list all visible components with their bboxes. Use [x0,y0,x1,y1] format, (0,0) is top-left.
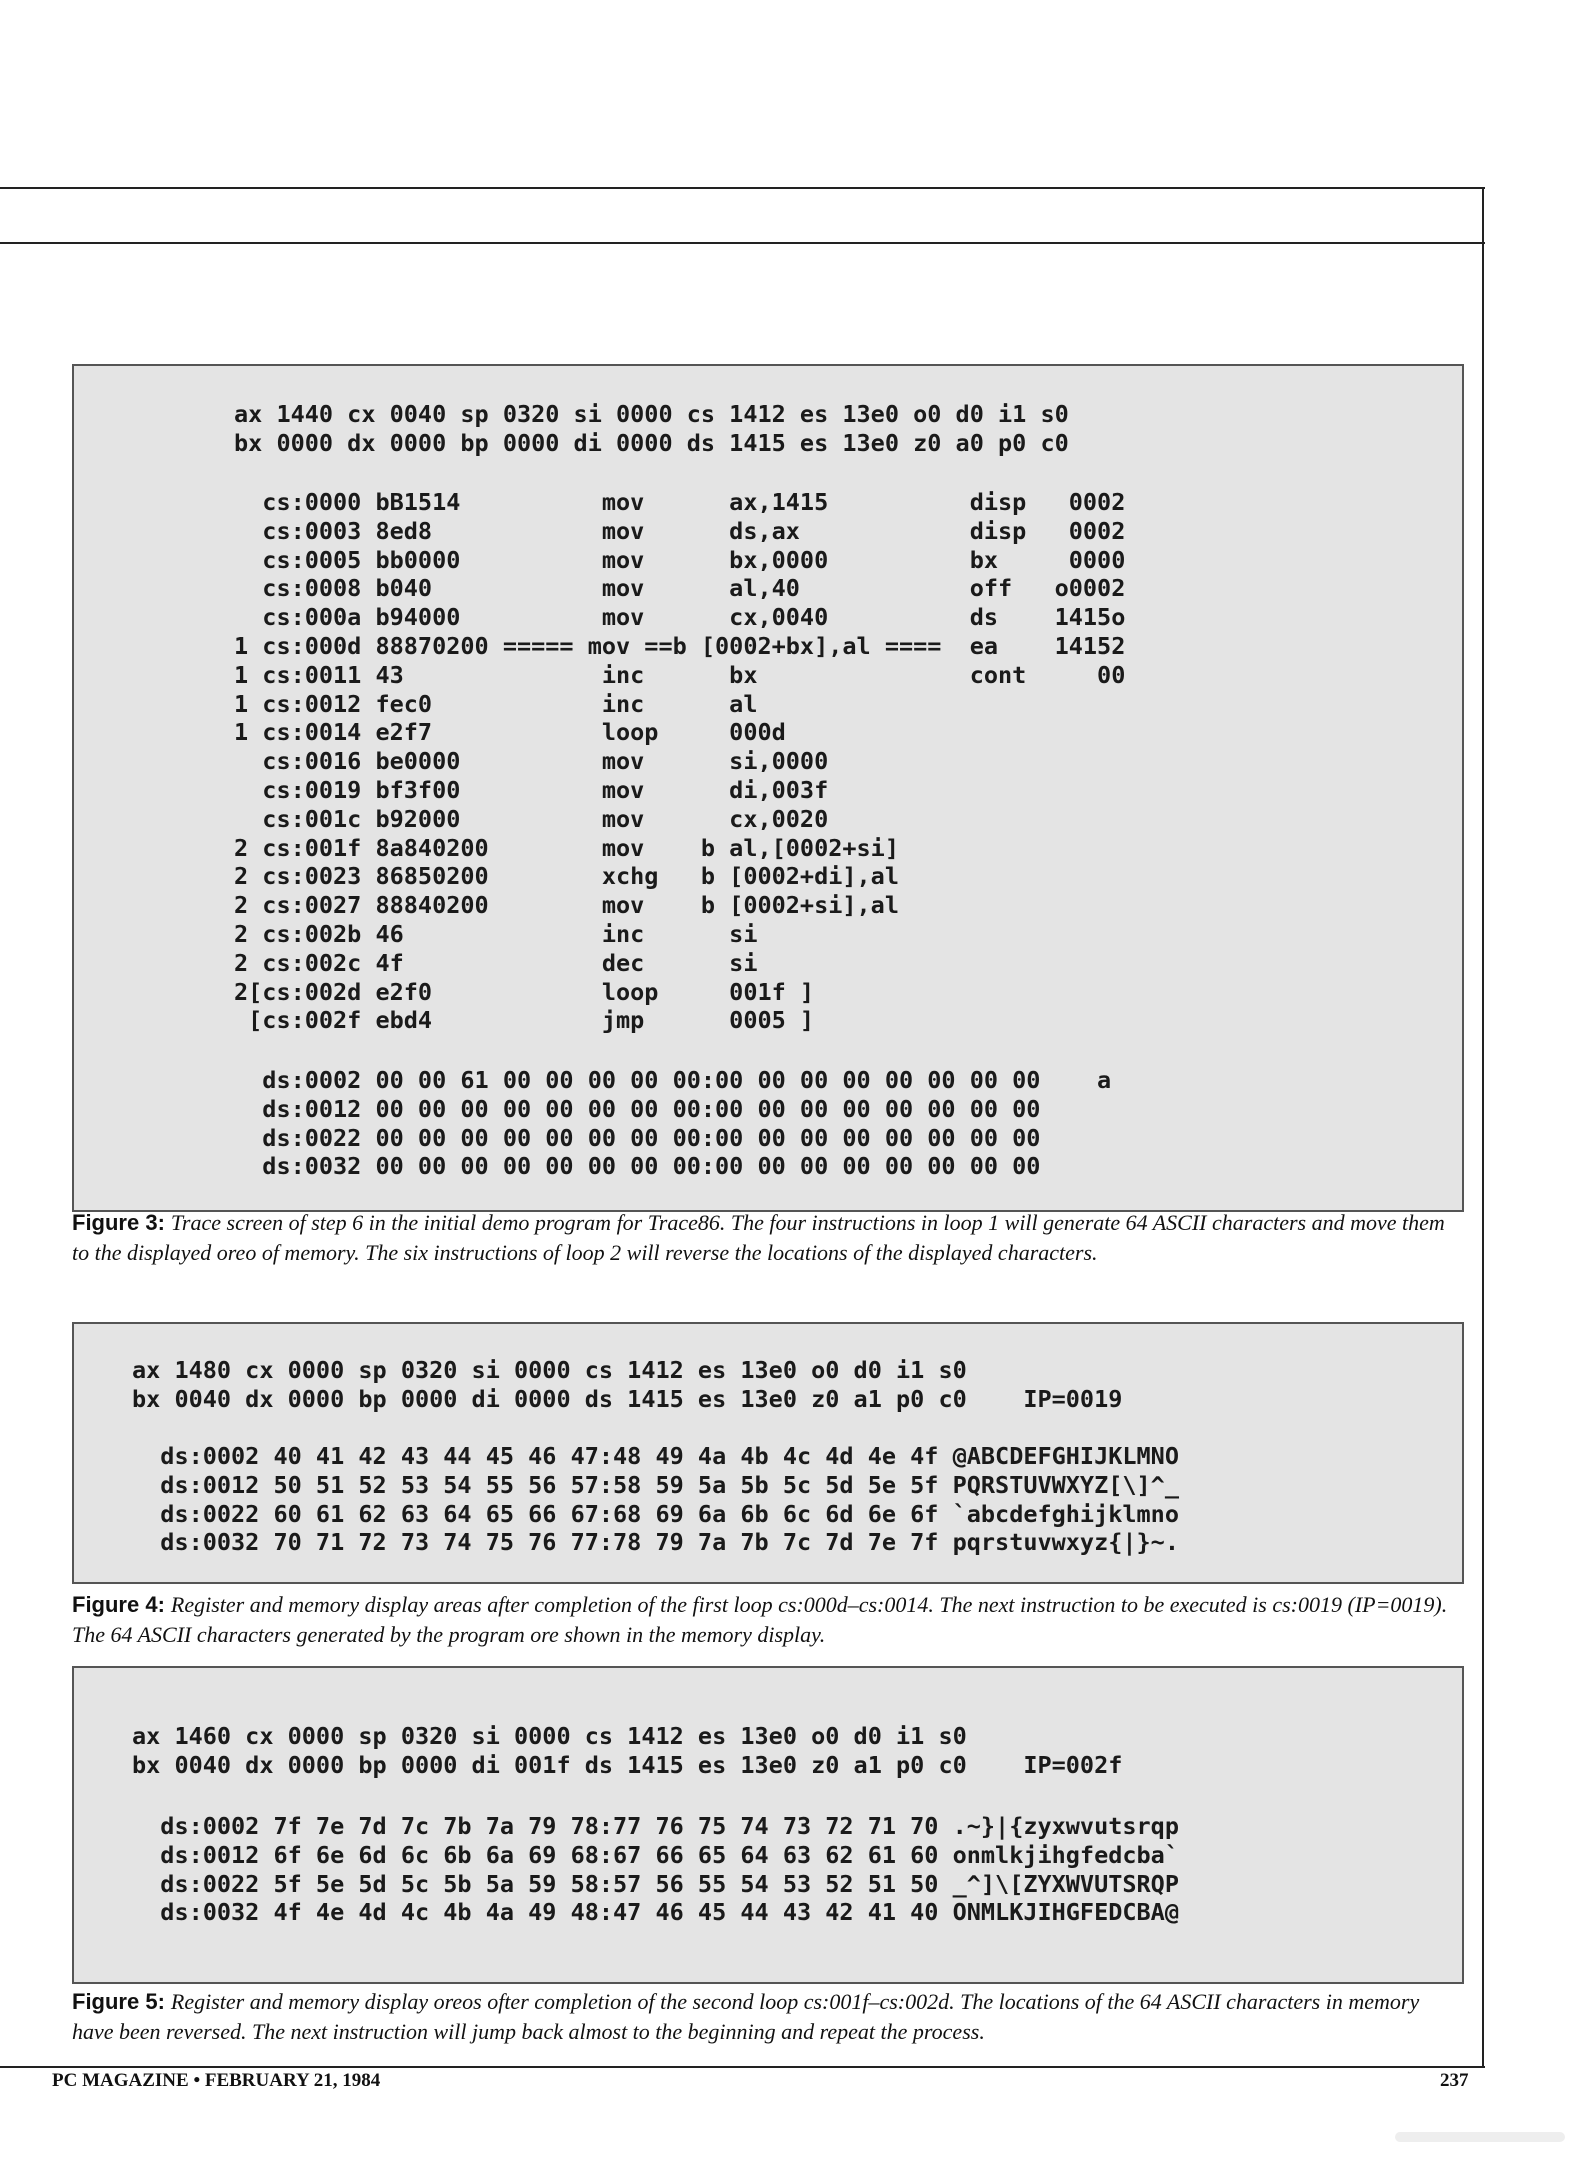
memory-line: ds:0002 7f 7e 7d 7c 7b 7a 79 78:77 76 75 74 73 72 71 70 .~}|{zyxwvutsrqp [132,1812,1179,1840]
memory-line: ds:0012 6f 6e 6d 6c 6b 6a 69 68:67 66 65 64 63 62 61 60 onmlkjihgfedcba` [132,1840,1179,1869]
figure-3-caption [72,1208,1452,1268]
listing-line: 1 cs:0014 e2f7 loop 000d [234,718,786,747]
memory-line: ds:0032 00 00 00 00 00 00 00 00:00 00 00 00 00 00 00 00 [234,1152,1041,1181]
caption-label: Figure 4: [72,1592,165,1617]
memory-line: ds:0032 4f 4e 4d 4c 4b 4a 49 48:47 46 45 44 43 42 41 40 ONMLKJIHGFEDCBA@ [132,1898,1179,1927]
listing-line: cs:0000 bB1514 mov ax,1415 disp 0002 [234,488,1126,516]
listing-line: 1 cs:0011 43 inc bx cont 00 [234,660,1126,689]
figure-5-screen [72,1666,1464,1984]
listing-line: cs:0016 be0000 mov si,0000 [234,747,829,776]
memory-line: ds:0002 40 41 42 43 44 45 46 47:48 49 4a 4b 4c 4d 4e 4f @ABCDEFGHIJKLMNO [132,1442,1179,1470]
register-line: bx 0000 dx 0000 bp 0000 di 0000 ds 1415 es 13e0 z0 a0 p0 c0 [234,428,1069,457]
figure-4-screen [72,1322,1464,1584]
memory-display [132,1442,1179,1557]
listing-line: cs:000a b94000 mov cx,0040 ds 1415o [234,603,1126,632]
register-line: ax 1480 cx 0000 sp 0320 si 0000 cs 1412 es 13e0 o0 d0 i1 s0 [132,1356,967,1384]
memory-line: ds:0022 60 61 62 63 64 65 66 67:68 69 6a 6b 6c 6d 6e 6f `abcdefghijklmno [132,1499,1179,1528]
register-line: ax 1460 cx 0000 sp 0320 si 0000 cs 1412 es 13e0 o0 d0 i1 s0 [132,1722,967,1750]
publication-footer: PC MAGAZINE • FEBRUARY 21, 1984 [52,2070,381,2091]
instruction-listing [234,488,1125,1035]
caption-text: Register and memory display oreos ofter completion of the second loop cs:001f–cs:002d. The locations of the 64 ASCII characters in memory have been reversed. The next instruction will jump back almost to the beginning and repeat the process. [72,1989,1420,2044]
memory-line: ds:0012 00 00 00 00 00 00 00 00:00 00 00 00 00 00 00 00 [234,1094,1041,1123]
page-number: 237 [1440,2070,1469,2091]
memory-display [234,1066,1111,1181]
register-display [132,1722,1122,1780]
caption-text: Trace screen of step 6 in the initial demo program for Trace86. The four instructions in loop 1 will generate 64 ASCII characters and move them to the displayed oreo of memory. The six instructions of loop 2 will reverse the locations of the displayed characters. [72,1210,1445,1265]
figure-3-trace-screen [72,364,1464,1212]
caption-label: Figure 3: [72,1210,165,1235]
listing-line: 1 cs:0012 fec0 inc al [234,689,758,718]
listing-line: 2 cs:002b 46 inc si [234,919,758,948]
caption-label: Figure 5: [72,1989,165,2014]
header-rule [0,242,1485,244]
right-column-rule [1482,187,1484,2067]
memory-line: ds:0002 00 00 61 00 00 00 00 00:00 00 00 00 00 00 00 00 a [234,1066,1112,1094]
register-display [234,400,1069,458]
listing-line: 2 cs:002c 4f dec si [234,948,758,977]
listing-line: 2[cs:002d e2f0 loop 001f ] [234,977,815,1006]
caption-text: Register and memory display areas after completion of the first loop cs:000d–cs:0014. The next instruction to be executed is cs:0019 (IP=0019). The 64 ASCII characters generated by the program ore shown in the memory display. [72,1592,1448,1647]
top-rule [0,187,1485,189]
register-line: bx 0040 dx 0000 bp 0000 di 001f ds 1415 es 13e0 z0 a1 p0 c0 IP=002f [132,1750,1123,1779]
listing-line: 1 cs:000d 88870200 ===== mov ==b [0002+bx],al ==== ea 14152 [234,631,1126,660]
figure-4-caption [72,1590,1452,1650]
memory-line: ds:0022 5f 5e 5d 5c 5b 5a 59 58:57 56 55 54 53 52 51 50 _^]\[ZYXWVUTSRQP [132,1869,1179,1898]
listing-line: cs:0003 8ed8 mov ds,ax disp 0002 [234,516,1126,545]
memory-display [132,1812,1179,1927]
listing-line: cs:0005 bb0000 mov bx,0000 bx 0000 [234,545,1126,574]
memory-line: ds:0032 70 71 72 73 74 75 76 77:78 79 7a 7b 7c 7d 7e 7f pqrstuvwxyz{|}~. [132,1528,1179,1557]
listing-line: [cs:002f ebd4 jmp 0005 ] [234,1006,815,1035]
figure-5-caption [72,1987,1452,2047]
footer-rule [0,2066,1485,2068]
register-display [132,1356,1122,1414]
listing-line: 2 cs:0027 88840200 mov b [0002+si],al [234,891,899,920]
register-line: bx 0040 dx 0000 bp 0000 di 0000 ds 1415 es 13e0 z0 a1 p0 c0 IP=0019 [132,1384,1123,1413]
scan-artifact [1395,2132,1565,2142]
listing-line: 2 cs:0023 86850200 xchg b [0002+di],al [234,862,899,891]
memory-line: ds:0012 50 51 52 53 54 55 56 57:58 59 5a 5b 5c 5d 5e 5f PQRSTUVWXYZ[\]^_ [132,1470,1179,1499]
listing-line: 2 cs:001f 8a840200 mov b al,[0002+si] [234,833,899,862]
register-line: ax 1440 cx 0040 sp 0320 si 0000 cs 1412 es 13e0 o0 d0 i1 s0 [234,400,1069,428]
memory-line: ds:0022 00 00 00 00 00 00 00 00:00 00 00 00 00 00 00 00 [234,1123,1041,1152]
listing-line: cs:0019 bf3f00 mov di,003f [234,775,829,804]
listing-line: cs:001c b92000 mov cx,0020 [234,804,829,833]
listing-line: cs:0008 b040 mov al,40 off o0002 [234,574,1126,603]
